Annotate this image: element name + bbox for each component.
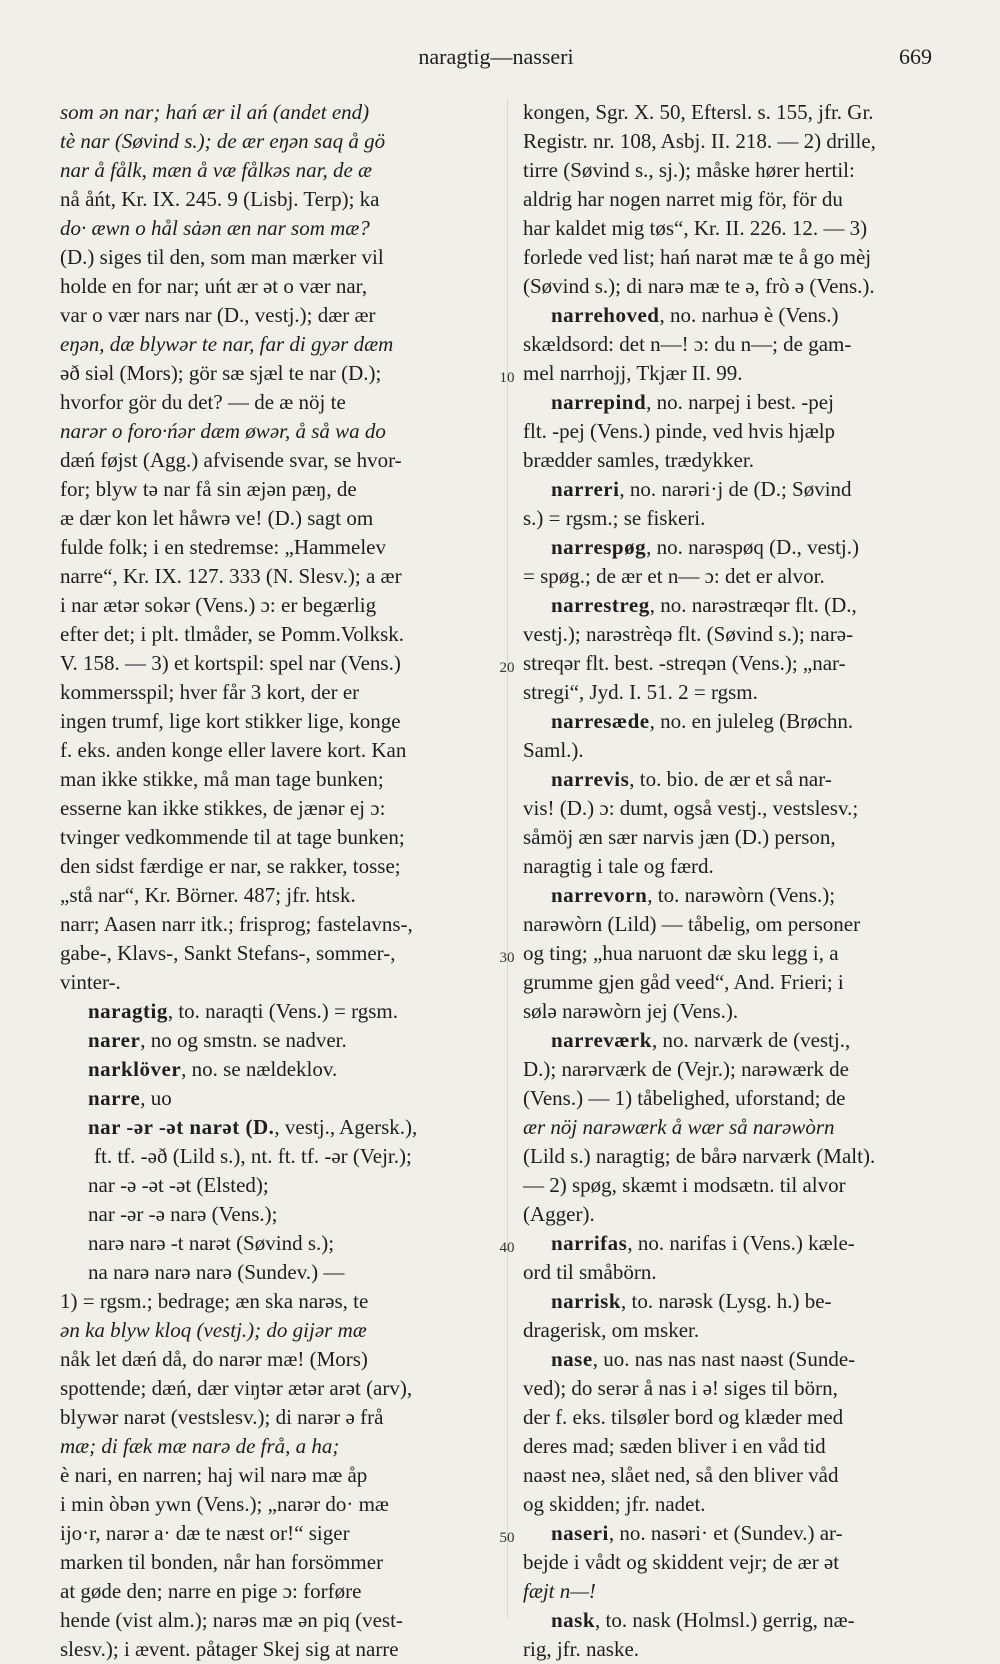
right-text-line: har kaldet mig tøs“, Kr. II. 226. 12. — 3) — [523, 216, 868, 240]
headword: nase — [551, 1347, 593, 1371]
headword: nask — [551, 1608, 596, 1632]
left-text-line: tvinger vedkommende til at tage bunken; — [60, 825, 405, 849]
left-text-line: mæ; di fæk mæ narə de frå, a ha; — [60, 1434, 340, 1458]
right-text-line: = spøg.; de ær et n— ɔ: det er alvor. — [523, 564, 825, 588]
left-text-line: efter det; i plt. tlmåder, se Pomm.Volksk. — [60, 622, 405, 646]
page-number: 669 — [899, 44, 932, 69]
right-text-line: kongen, Sgr. X. 50, Eftersl. s. 155, jfr. Gr. — [523, 100, 874, 124]
right-text-line: narresæde, no. en juleleg (Brøchn. — [551, 709, 854, 733]
left-text-line: hvorfor gör du det? — de æ nöj te — [60, 390, 346, 414]
headword: narrisk — [551, 1289, 622, 1313]
right-text-line: mel narrhojj, Tkjær II. 99. — [523, 361, 743, 385]
headword: narresæde — [551, 709, 650, 733]
left-text-line: i nar ætər sokər (Vens.) ɔ: er begærlig — [60, 593, 377, 617]
running-title: naragtig—nasseri — [418, 44, 574, 69]
left-text-line: fulde folk; i en stedremse: „Hammelev — [60, 535, 386, 559]
right-text-line: naəst neə, slået ned, så den bliver våd — [523, 1463, 839, 1487]
left-text-line: f. eks. anden konge eller lavere kort. Kan — [60, 738, 407, 762]
headword: narrespøg — [551, 535, 647, 559]
left-text-line: vinter-. — [60, 970, 121, 994]
headword: narreværk — [551, 1028, 652, 1052]
left-text-line: holde en for nar; uńt ær ət o vær nar, — [60, 274, 368, 298]
headword: narrifas — [551, 1231, 628, 1255]
right-text-line: narrestreg, no. narəstræqər flt. (D., — [551, 593, 857, 617]
right-text-line: nase, uo. nas nas nast naəst (Sunde- — [551, 1347, 856, 1371]
left-text-line: den sidst færdige er nar, se rakker, tosse; — [60, 854, 401, 878]
left-text-line: əð siəl (Mors); gör sæ sjæl te nar (D.); — [60, 361, 382, 385]
right-text-line: ær nöj narəwærk å wær så narəwòrn — [523, 1115, 835, 1139]
line-number: 50 — [499, 1530, 515, 1546]
left-text-line: at gøde den; narre en pige ɔ: forføre — [60, 1579, 362, 1603]
right-text-line: skældsord: det n—! ɔ: du n—; de gam- — [523, 332, 852, 356]
headword: narrevorn — [551, 883, 648, 907]
right-text-line: naragtig i tale og færd. — [523, 854, 714, 878]
left-text-line: (D.) siges til den, som man mærker vil — [60, 245, 384, 269]
left-text-line: man ikke stikke, må man tage bunken; — [60, 767, 384, 791]
left-text-line: è nari, en narren; haj wil narə mæ åp — [60, 1463, 368, 1487]
line-number: 10 — [499, 370, 515, 386]
right-text-line: narrevis, to. bio. de ær et så nar- — [551, 767, 832, 791]
left-text-line: spottende; dæń, dær viŋtər ætər arət (arv), — [60, 1376, 413, 1400]
right-text-line: ved); do serər å nas i ə! siges til börn, — [523, 1376, 838, 1400]
left-text-line: ft. tf. -əð (Lild s.), nt. ft. tf. -ər (Vejr.); — [94, 1144, 412, 1168]
right-text-line: D.); narərværk de (Vejr.); narəwærk de — [523, 1057, 849, 1081]
right-text-line: flt. -pej (Vens.) pinde, ved hvis hjælp — [523, 419, 836, 443]
right-text-line: vis! (D.) ɔ: dumt, også vestj., vestslesv.; — [523, 796, 859, 820]
right-text-line: ord til småbörn. — [523, 1260, 657, 1284]
left-text-line: i min òbən ywn (Vens.); „narər do· mæ — [60, 1492, 389, 1516]
right-text-line: rig, jfr. naske. — [523, 1637, 640, 1661]
left-text-line: blywər narət (vestslesv.); di narər ə frå — [60, 1405, 384, 1429]
right-text-line: narəwòrn (Lild) — tåbelig, om personer — [523, 912, 861, 936]
left-text-line: marken til bonden, når han forsömmer — [60, 1550, 384, 1574]
left-text-line: narə narə -t narət (Søvind s.); — [88, 1231, 335, 1255]
right-text-line: (Vens.) — 1) tåbelighed, uforstand; de — [523, 1086, 846, 1110]
right-text-line: (Agger). — [523, 1202, 595, 1226]
left-text-line: esserne kan ikke stikkes, de jænər ej ɔ: — [60, 796, 386, 820]
headword: narrehoved — [551, 303, 660, 327]
left-text-line: narre“, Kr. IX. 127. 333 (N. Slesv.); a ær — [60, 564, 402, 588]
left-text-line: slesv.); i ævent. påtager Skej sig at narre — [60, 1637, 399, 1661]
right-text-line: narrespøg, no. narəspøq (D., vestj.) — [551, 535, 859, 559]
line-number: 20 — [499, 660, 515, 676]
right-text-line: dragerisk, om msker. — [523, 1318, 700, 1342]
left-text-line: nåk let dæń då, do narər mæ! (Mors) — [60, 1347, 368, 1371]
right-text-line: (Lild s.) naragtig; de bårə narværk (Malt). — [523, 1144, 876, 1168]
left-text-line: narklöver, no. se nældeklov. — [88, 1057, 338, 1081]
right-text-line: narrepind, no. narpej i best. -pej — [551, 390, 834, 414]
right-text-line: og skidden; jfr. nadet. — [523, 1492, 706, 1516]
right-text-line: og ting; „hua naruont dæ sku legg i, a — [523, 941, 839, 965]
left-text-line: gabe-, Klavs-, Sankt Stefans-, sommer-, — [60, 941, 396, 965]
headword: narre — [88, 1086, 141, 1110]
headword: nar -ər -ət narət (D. — [88, 1115, 275, 1139]
left-column — [60, 98, 492, 1664]
left-text-line: nå åńt, Kr. IX. 245. 9 (Lisbj. Terp); ka — [60, 187, 380, 211]
right-text-line: vestj.); narəstrèqə flt. (Søvind s.); narə- — [523, 622, 854, 646]
left-text-line: 1) = rgsm.; bedrage; æn ska narəs, te — [60, 1289, 369, 1313]
left-text-line: „stå nar“, Kr. Börner. 487; jfr. htsk. — [60, 883, 356, 907]
left-text-line: nar -ər -ə narə (Vens.); — [88, 1202, 278, 1226]
left-text-line: V. 158. — 3) et kortspil: spel nar (Vens.) — [60, 651, 401, 675]
left-text-line: naragtig, to. naraqti (Vens.) = rgsm. — [88, 999, 398, 1023]
left-text-line: ingen trumf, lige kort stikker lige, konge — [60, 709, 401, 733]
right-text-line: (Søvind s.); di narə mæ te ə, frò ə (Vens.). — [523, 274, 875, 298]
left-text-line: var o vær nars nar (D., vestj.); dær ær — [60, 303, 376, 327]
right-text-line: fæjt n—! — [523, 1579, 596, 1603]
page-header — [60, 44, 932, 80]
left-text-line: tè nar (Søvind s.); de ær eŋən saq å gö — [60, 129, 386, 153]
right-text-line: stregi“, Jyd. I. 51. 2 = rgsm. — [523, 680, 758, 704]
right-text-line: sølə narəwòrn jej (Vens.). — [523, 999, 739, 1023]
right-text-line: narreværk, no. narværk de (vestj., — [551, 1028, 851, 1052]
column-divider — [507, 98, 508, 1618]
left-text-line: narre, uo — [88, 1086, 172, 1110]
right-text-line: der f. eks. tilsøler bord og klæder med — [523, 1405, 844, 1429]
right-column — [523, 98, 949, 1664]
right-text-line: bejde i vådt og skiddent vejr; de ær ət — [523, 1550, 840, 1574]
right-text-line: aldrig har nogen narret mig för, för du — [523, 187, 843, 211]
right-text-line: narreri, no. narəri·j de (D.; Søvind — [551, 477, 852, 501]
headword: narrestreg — [551, 593, 650, 617]
right-text-line: streqər flt. best. -streqən (Vens.); „nar- — [523, 651, 846, 675]
left-text-line: nar -ər -ət narət (D., vestj., Agersk.), — [88, 1115, 418, 1139]
right-text-line: brædder samles, trædykker. — [523, 448, 754, 472]
left-text-line: dæń føjst (Agg.) afvisende svar, se hvor- — [60, 448, 402, 472]
right-text-line: narrifas, no. narifas i (Vens.) kæle- — [551, 1231, 855, 1255]
right-text-line: narrehoved, no. narhuə è (Vens.) — [551, 303, 839, 327]
left-text-line: nar å fålk, mæn å væ fålkəs nar, de æ — [60, 158, 373, 182]
right-text-line: naseri, no. nasəri· et (Sundev.) ar- — [551, 1521, 843, 1545]
headword: naragtig — [88, 999, 168, 1023]
left-text-line: ən ka blyw kloq (vestj.); do gijər mæ — [60, 1318, 367, 1342]
headword: narrevis — [551, 767, 630, 791]
right-text-line: grumme gjen gåd veed“, And. Frieri; i — [523, 970, 844, 994]
headword: naseri — [551, 1521, 609, 1545]
left-text-line: hende (vist alm.); narəs mæ ən piq (vest- — [60, 1608, 403, 1632]
left-text-line: æ dær kon let håwrə ve! (D.) sagt om — [60, 506, 374, 530]
left-text-line: kommersspil; hver får 3 kort, der er — [60, 680, 360, 704]
right-text-line: s.) = rgsm.; se fiskeri. — [523, 506, 706, 530]
left-text-line: narer, no og smstn. se nadver. — [88, 1028, 347, 1052]
right-text-line: tirre (Søvind s., sj.); måske hører hertil: — [523, 158, 855, 182]
headword: narer — [88, 1028, 141, 1052]
left-text-line: som ən nar; hań ær il ań (andet end) — [60, 100, 370, 124]
left-text-line: nar -ə -ət -ət (Elsted); — [88, 1173, 269, 1197]
left-text-line: na narə narə narə (Sundev.) — — [88, 1260, 345, 1284]
left-text-line: do· æwn o hål sȧən æn nar som mæ? — [60, 216, 370, 240]
line-number: 30 — [499, 950, 515, 966]
left-text-line: narr; Aasen narr itk.; frisprog; fastelavns-, — [60, 912, 413, 936]
left-text-line: eŋən, dæ blywər te nar, far di gyər dæm — [60, 332, 394, 356]
right-text-line: såmöj æn sær narvis jæn (D.) person, — [523, 825, 836, 849]
right-text-line: Saml.). — [523, 738, 584, 762]
right-text-line: — 2) spøg, skæmt i modsætn. til alvor — [523, 1173, 846, 1197]
right-text-line: Registr. nr. 108, Asbj. II. 218. — 2) drille, — [523, 129, 876, 153]
headword: narrepind — [551, 390, 647, 414]
right-text-line: forlede ved list; hań narət mæ te å go mèj — [523, 245, 872, 269]
right-text-line: deres mad; sæden bliver i en våd tid — [523, 1434, 826, 1458]
right-text-line: nask, to. nask (Holmsl.) gerrig, næ- — [551, 1608, 855, 1632]
left-text-line: for; blyw tə nar få sin æjən pæŋ, de — [60, 477, 357, 501]
left-text-line: narər o foro·ńər dæm øwər, å så wa do — [60, 419, 386, 443]
left-text-line: ijo·r, narər a· dæ te næst or!“ siger — [60, 1521, 350, 1545]
headword: narreri — [551, 477, 620, 501]
headword: narklöver — [88, 1057, 182, 1081]
line-number: 40 — [499, 1240, 515, 1256]
right-text-line: narrisk, to. narəsk (Lysg. h.) be- — [551, 1289, 832, 1313]
right-text-line: narrevorn, to. narəwòrn (Vens.); — [551, 883, 836, 907]
